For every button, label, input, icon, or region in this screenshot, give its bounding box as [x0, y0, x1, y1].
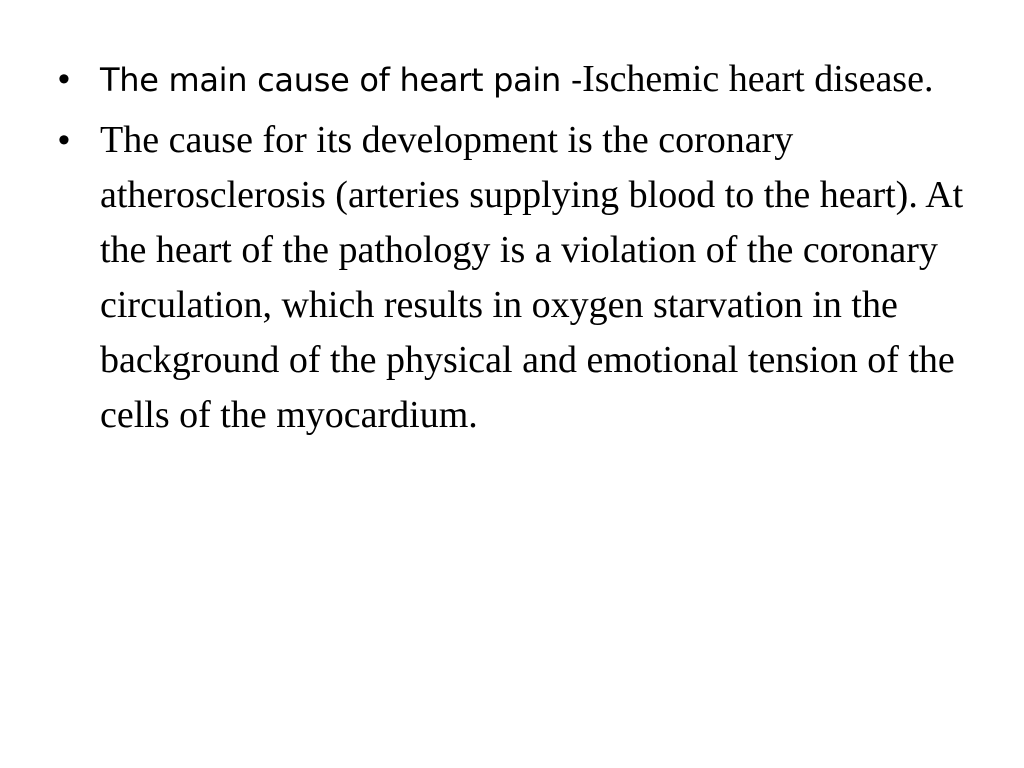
bullet-lead-text: The main cause of heart pain -	[100, 61, 583, 99]
bullet-item-coronary-atherosclerosis	[58, 113, 968, 443]
bullet-item-ischemic-heart-disease	[58, 52, 968, 108]
bullet-dot-icon: •	[58, 121, 70, 159]
bullet-body-text: The cause for its development is the coronary atherosclerosis (arteries supplying blood to the heart). At the heart of the pathology is a violation of the coronary circulation, which results in oxygen starvation in the background of the physical and emotional tension of the cells of the myocardium.	[100, 119, 964, 436]
bullet-list	[58, 52, 968, 448]
bullet-dot-icon: •	[58, 60, 70, 98]
bullet-body-text: Ischemic heart disease.	[582, 58, 934, 100]
